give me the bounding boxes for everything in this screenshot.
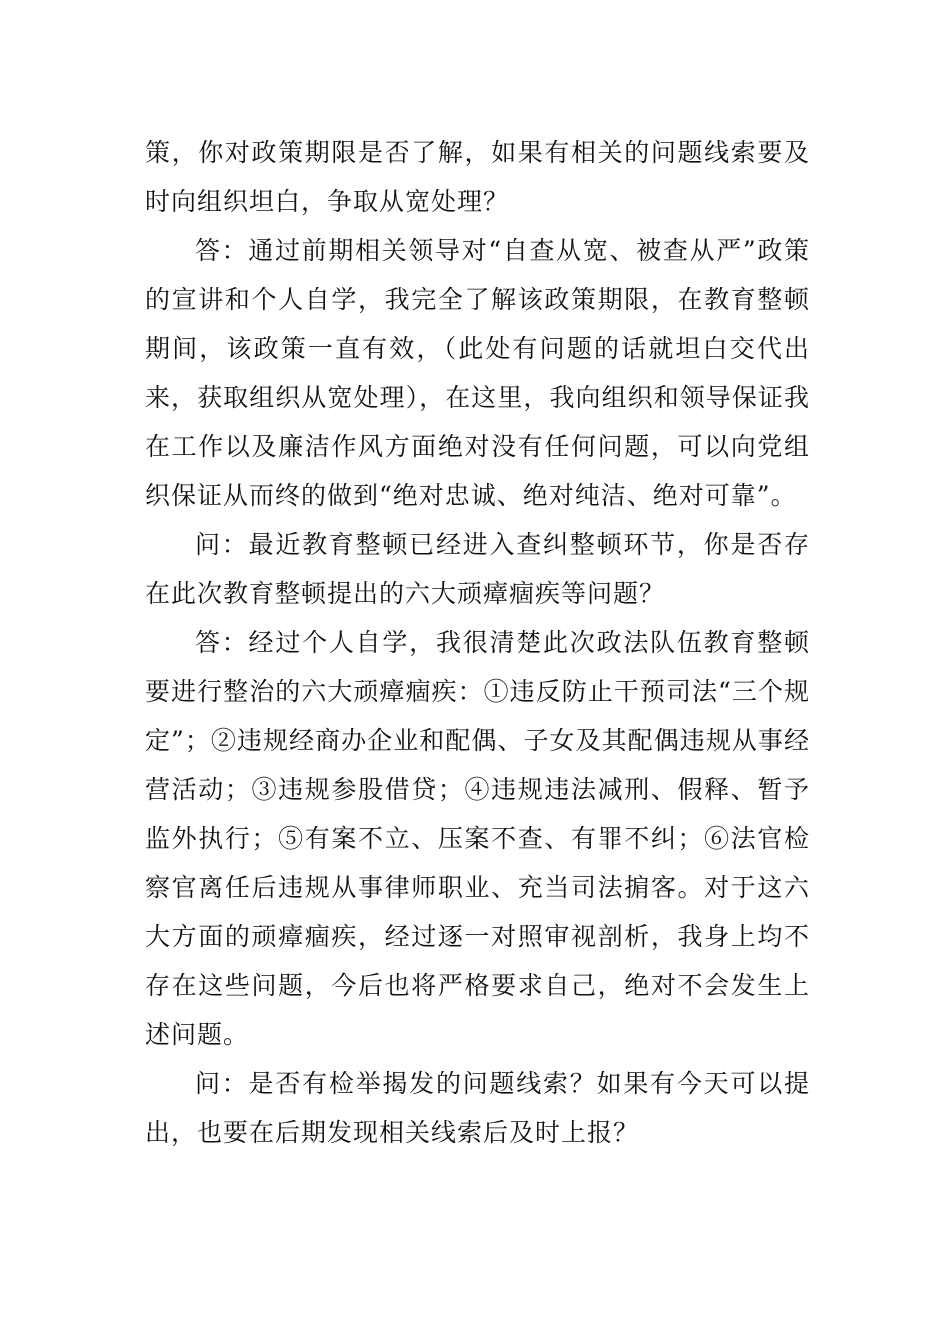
paragraph-question-report-clues: 问：是否有检举揭发的问题线索？如果有今天可以提出，也要在后期发现相关线索后及时上报？ bbox=[145, 1069, 810, 1147]
paragraph-answer-six-problems: 答：经过个人自学，我很清楚此次政法队伍教育整顿要进行整治的六大顽瘴痼疾：①违反防止干预司法“三个规定”；②违规经商办企业和配偶、子女及其配偶违规从事经营活动；③违规参股借贷；④违规违法减刑、假释、暂予监外执行；⑤有案不立、压案不查、有罪不纠；⑥法官检察官离任后违规从事律师职业、充当司法掮客。对于这六大方面的顽瘴痼疾，经过逐一对照审视剖析，我身上均不存在这些问题，今后也将严格要求自己，绝对不会发生上述问题。 bbox=[145, 628, 810, 1049]
document-body bbox=[145, 128, 810, 1157]
paragraph-question-six-problems: 问：最近教育整顿已经进入查纠整顿环节，你是否存在此次教育整顿提出的六大顽瘴痼疾等问题？ bbox=[145, 530, 810, 608]
paragraph-policy-question-continuation: 策，你对政策期限是否了解，如果有相关的问题线索要及时向组织坦白，争取从宽处理？ bbox=[145, 138, 810, 216]
paragraph-answer-policy: 答：通过前期相关领导对“自查从宽、被查从严”政策的宣讲和个人自学，我完全了解该政策期限，在教育整顿期间，该政策一直有效，（此处有问题的话就坦白交代出来，获取组织从宽处理），在这里，我向组织和领导保证我在工作以及廉洁作风方面绝对没有任何问题，可以向党组织保证从而终的做到“绝对忠诚、绝对纯洁、绝对可靠”。 bbox=[145, 236, 810, 510]
